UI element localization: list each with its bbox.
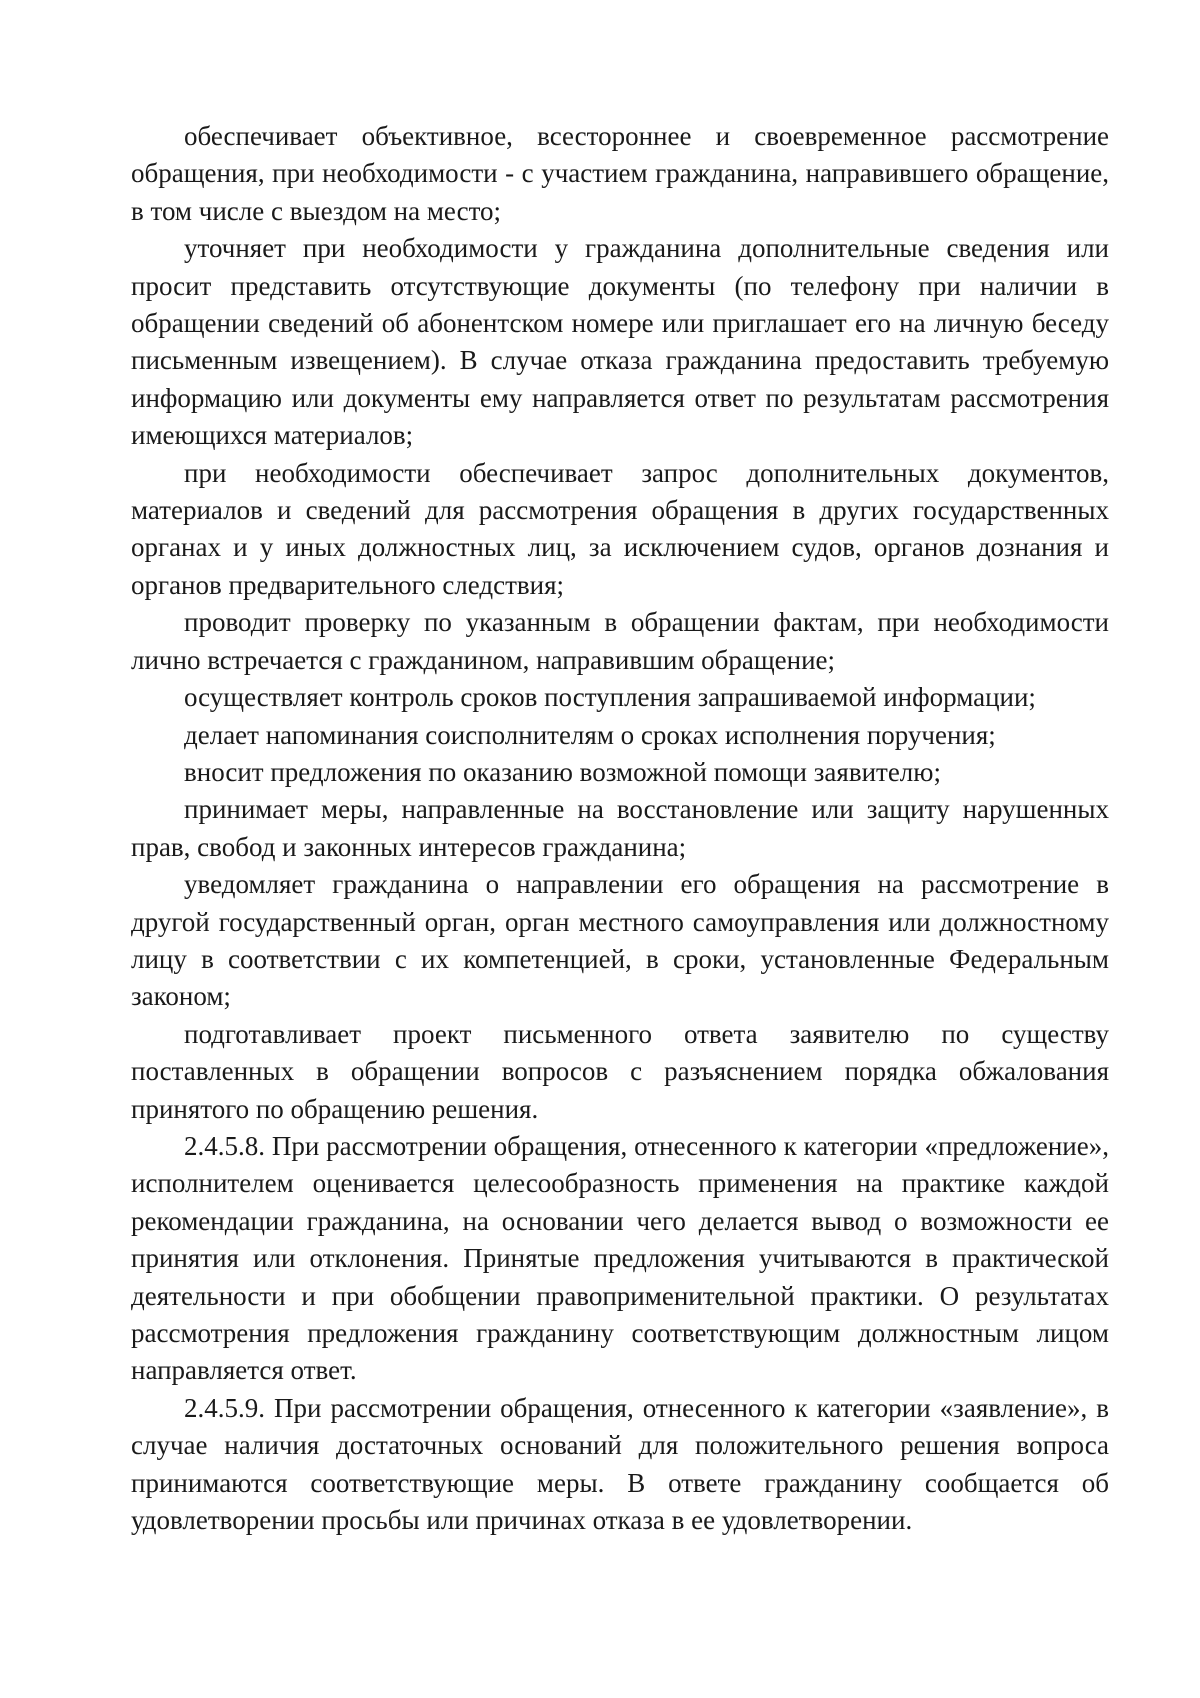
paragraph-section-2-4-5-8: 2.4.5.8. При рассмотрении обращения, отнесенного к категории «предложение», исполнителем оценивается целесообразность применения на практике каждой рекомендации гражданина, на основании чего делается вывод о возможности ее принятия или отклонения. Принятые предложения учитываются в практической деятельности и при обобщении правоприменительной практики. О результатах рассмотрения предложения гражданину соответствующим должностным лицом направляется ответ. xyxy=(131,1130,1109,1386)
document-body xyxy=(131,118,1109,1539)
paragraph-objective-review: обеспечивает объективное, всестороннее и своевременное рассмотрение обращения, при необходимости - с участием гражданина, направившего обращение, в том числе с выездом на место; xyxy=(131,121,1109,226)
paragraph-reminders: делает напоминания соисполнителям о сроках исполнения поручения; xyxy=(184,719,996,750)
paragraph-notify-redirect: уведомляет гражданина о направлении его обращения на рассмотрение в другой государственный орган, орган местного самоуправления или должностному лицу в соответствии с их компетенцией, в сроки, установленные Федеральным законом; xyxy=(131,869,1109,1012)
paragraph-restore-rights: принимает меры, направленные на восстановление или защиту нарушенных прав, свобод и законных интересов гражданина; xyxy=(131,794,1109,862)
paragraph-section-2-4-5-9: 2.4.5.9. При рассмотрении обращения, отнесенного к категории «заявление», в случае наличия достаточных оснований для положительного решения вопроса принимаются соответствующие меры. В ответе гражданину сообщается об удовлетворении просьбы или причинах отказа в ее удовлетворении. xyxy=(131,1392,1109,1536)
paragraph-draft-answer: подготавливает проект письменного ответа заявителю по существу поставленных в обращении вопросов с разъяснением порядка обжалования принятого по обращению решения. xyxy=(131,1018,1109,1124)
paragraph-assistance-proposals: вносит предложения по оказанию возможной помощи заявителю; xyxy=(184,756,941,787)
paragraph-verify-facts: проводит проверку по указанным в обращении фактам, при необходимости лично встречается с гражданином, направившим обращение; xyxy=(131,607,1109,675)
paragraph-request-documents: при необходимости обеспечивает запрос дополнительных документов, материалов и сведений для рассмотрения обращения в других государственных органах и у иных должностных лиц, за исключением судов, органов дознания и органов предварительного следствия; xyxy=(131,457,1109,600)
paragraph-clarify-info: уточняет при необходимости у гражданина дополнительные сведения или просит представить отсутствующие документы (по телефону при наличии в обращении сведений об абонентском номере или приглашает его на личную беседу письменным извещением). В случае отказа гражданина предоставить требуемую информацию или документы ему направляется ответ по результатам рассмотрения имеющихся материалов; xyxy=(131,233,1109,451)
paragraph-control-deadlines: осуществляет контроль сроков поступления запрашиваемой информации; xyxy=(184,682,1036,713)
